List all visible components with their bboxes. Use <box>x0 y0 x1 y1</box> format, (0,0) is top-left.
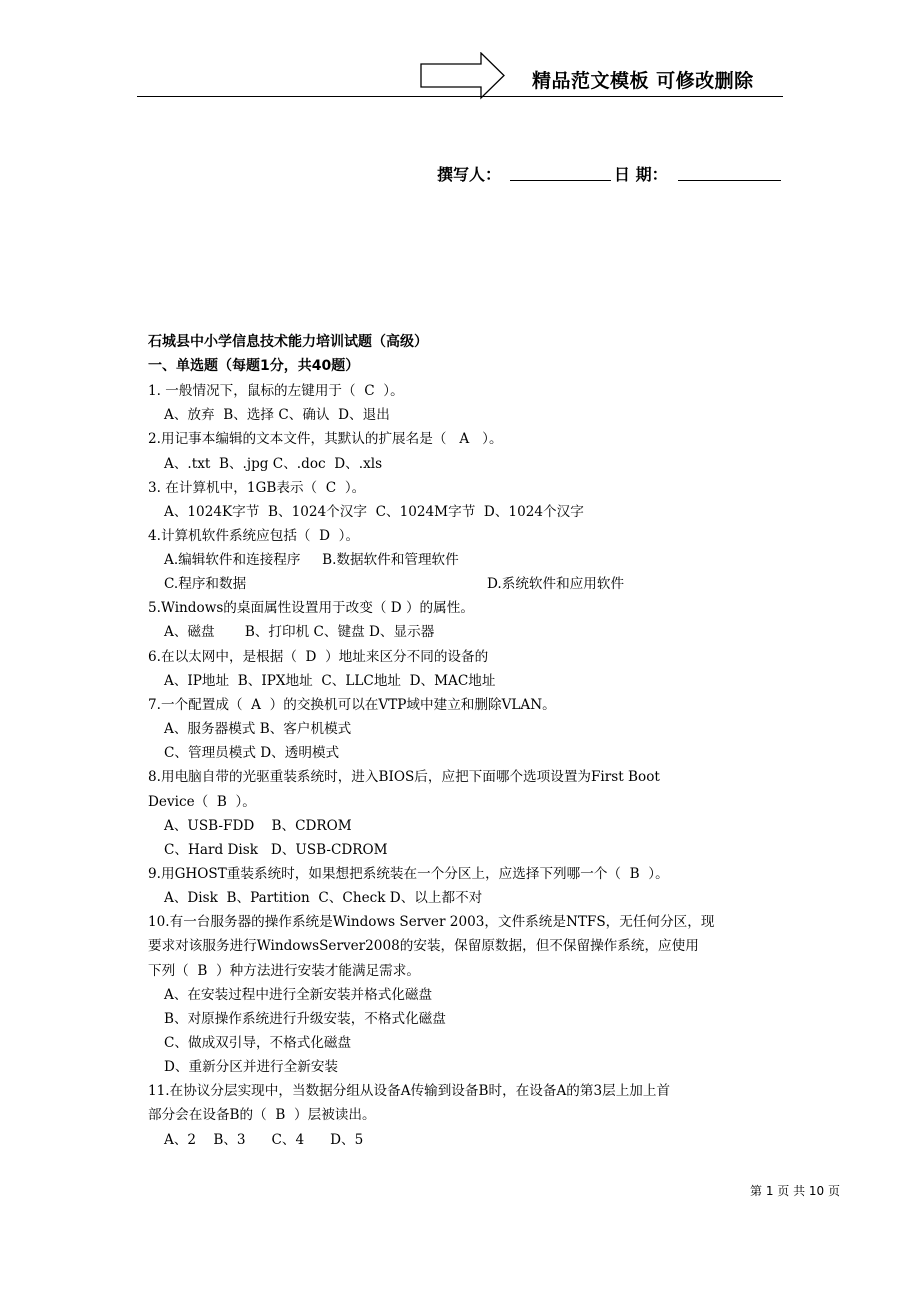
option-line: A、IP地址 B、IPX地址 C、LLC地址 D、MAC地址 <box>164 673 496 689</box>
option-line: C、做成双引导，不格式化磁盘 <box>164 1035 352 1051</box>
question-line: 2.用记事本编辑的文本文件，其默认的扩展名是（ A ）。 <box>148 431 503 447</box>
option-line: D、重新分区并进行全新安装 <box>164 1059 339 1075</box>
question-line: 3. 在计算机中，1GB表示（ C ）。 <box>148 480 366 496</box>
option-line: D.系统软件和应用软件 <box>487 576 625 592</box>
option-line: C、管理员模式 D、透明模式 <box>164 745 340 761</box>
author-blank <box>510 180 611 181</box>
header-divider <box>137 96 783 97</box>
question-line: 10.有一台服务器的操作系统是Windows Server 2003，文件系统是NTFS，无任何分区，现 <box>148 914 715 930</box>
author-label: 撰写人： <box>437 165 502 184</box>
option-line: A、放弃 B、选择 C、确认 D、退出 <box>164 407 390 423</box>
question-line: 6.在以太网中，是根据（ D ）地址来区分不同的设备的 <box>148 649 489 665</box>
section-heading: 一、单选题（每题1分，共40题） <box>148 358 360 374</box>
option-line: A、USB-FDD B、CDROM <box>164 818 352 834</box>
question-line: 5.Windows的桌面属性设置用于改变（ D ）的属性。 <box>148 600 474 616</box>
option-line: A、在安装过程中进行全新安装并格式化磁盘 <box>164 987 433 1003</box>
option-line: A、服务器模式 B、客户机模式 <box>164 721 352 737</box>
option-line: A、磁盘 B、打印机 C、键盘 D、显示器 <box>164 624 435 640</box>
question-line: 下列（ B ）种方法进行安装才能满足需求。 <box>148 963 420 979</box>
question-line: 7.一个配置成（ A ）的交换机可以在VTP域中建立和删除VLAN。 <box>148 697 556 713</box>
option-line: A、Disk B、Partition C、Check D、以上都不对 <box>164 890 483 906</box>
question-line: 1. 一般情况下，鼠标的左键用于（ C ）。 <box>148 383 404 399</box>
option-line: B、对原操作系统进行升级安装，不格式化磁盘 <box>164 1011 446 1027</box>
question-line: 11.在协议分层实现中，当数据分组从设备A传输到设备B时，在设备A的第3层上加上首 <box>148 1083 671 1099</box>
header-title: 精品范文模板 可修改删除 <box>532 70 754 92</box>
date-blank <box>678 180 781 181</box>
option-line: A、.txt B、.jpg C、.doc D、.xls <box>164 456 383 472</box>
option-line: C、Hard Disk D、USB-CDROM <box>164 842 388 858</box>
option-line: A、2 B、3 C、4 D、5 <box>164 1132 364 1148</box>
question-line: 部分会在设备B的（ B ）层被读出。 <box>148 1107 376 1123</box>
question-line: 要求对该服务进行WindowsServer2008的安装，保留原数据，但不保留操作系统，应使用 <box>148 938 699 954</box>
question-line: 4.计算机软件系统应包括（ D ）。 <box>148 528 360 544</box>
date-label: 日 期： <box>614 165 668 184</box>
arrow-icon <box>420 52 506 100</box>
question-line: 9.用GHOST重装系统时，如果想把系统装在一个分区上，应选择下列哪一个（ B ）。 <box>148 866 669 882</box>
question-line: Device（ B ）。 <box>148 794 256 810</box>
document-title: 石城县中小学信息技术能力培训试题（高级） <box>148 334 428 350</box>
page-number: 第 1 页 共 10 页 <box>750 1184 840 1198</box>
option-line: A、1024K字节 B、1024个汉字 C、1024M字节 D、1024个汉字 <box>164 504 584 520</box>
option-line: A.编辑软件和连接程序 B.数据软件和管理软件 <box>164 552 459 568</box>
question-line: 8.用电脑自带的光驱重装系统时，进入BIOS后，应把下面哪个选项设置为First Boot <box>148 769 660 785</box>
option-line: C.程序和数据 <box>164 576 247 592</box>
